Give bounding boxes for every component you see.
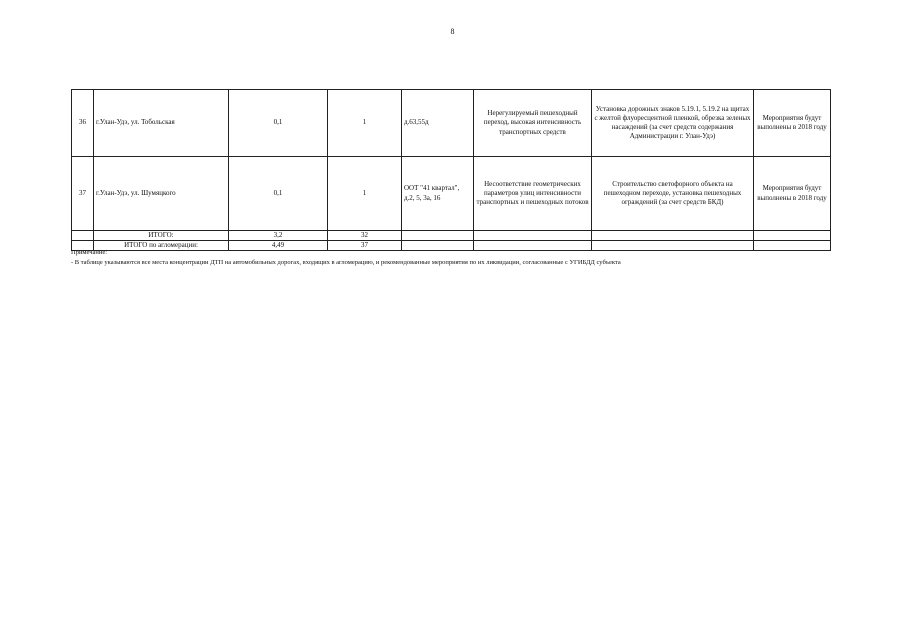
status-cell: Мероприятия будут выполнены в 2018 году	[754, 90, 831, 157]
notes-title: Примечание:	[71, 249, 108, 256]
empty-cell	[72, 231, 94, 241]
empty-cell	[754, 231, 831, 241]
count-cell: 1	[328, 157, 402, 231]
notes	[71, 248, 831, 268]
location-cell: г.Улан-Удэ, ул. Шумяцкого	[94, 157, 229, 231]
address-cell: ООТ "41 квартал", д.2, 5, 3а, 16	[402, 157, 474, 231]
reason-cell: Нерегулируемый пешеходный переход, высокая интенсивность транспортных средств	[474, 90, 592, 157]
location-cell: г.Улан-Удэ, ул. Тобольская	[94, 90, 229, 157]
notes-text: - В таблице указываются все места концентрации ДТП на автомобильных дорогах, входящих в агломерацию, и рекомендованные мероприятия по их ликвидации, согласованные с УГИБДД субъекта	[71, 258, 621, 266]
table-row	[72, 90, 831, 157]
measures-cell: Установка дорожных знаков 5.19.1, 5.19.2 на щитах с желтой флуоресцентной пленкой, обрезка зеленых насаждений (за счет средств содержания Администрации г. Улан-Удэ)	[592, 90, 754, 157]
total-count: 32	[328, 231, 402, 241]
empty-cell	[592, 231, 754, 241]
total-count: 37	[328, 241, 402, 251]
total-label: ИТОГО по агломерации:	[94, 241, 229, 251]
row-number: 36	[72, 90, 94, 157]
length-cell: 0,1	[229, 157, 328, 231]
measures-cell: Строительство светофорного объекта на пешеходном переходе, установка пешеходных ограждений (за счет средств БКД)	[592, 157, 754, 231]
accident-sites-table	[71, 89, 831, 251]
length-cell: 0,1	[229, 90, 328, 157]
reason-cell: Несоответствие геометрических параметров улиц интенсивности транспортных и пешеходных потоков	[474, 157, 592, 231]
total-label: ИТОГО:	[94, 231, 229, 241]
count-cell: 1	[328, 90, 402, 157]
table-row	[72, 157, 831, 231]
empty-cell	[474, 231, 592, 241]
status-cell: Мероприятия будут выполнены в 2018 году	[754, 157, 831, 231]
total-length: 3,2	[229, 231, 328, 241]
total-length: 4,49	[229, 241, 328, 251]
page-number: 8	[450, 27, 455, 36]
total-row	[72, 231, 831, 241]
empty-cell	[402, 231, 474, 241]
row-number: 37	[72, 157, 94, 231]
address-cell: д.63,55д	[402, 90, 474, 157]
